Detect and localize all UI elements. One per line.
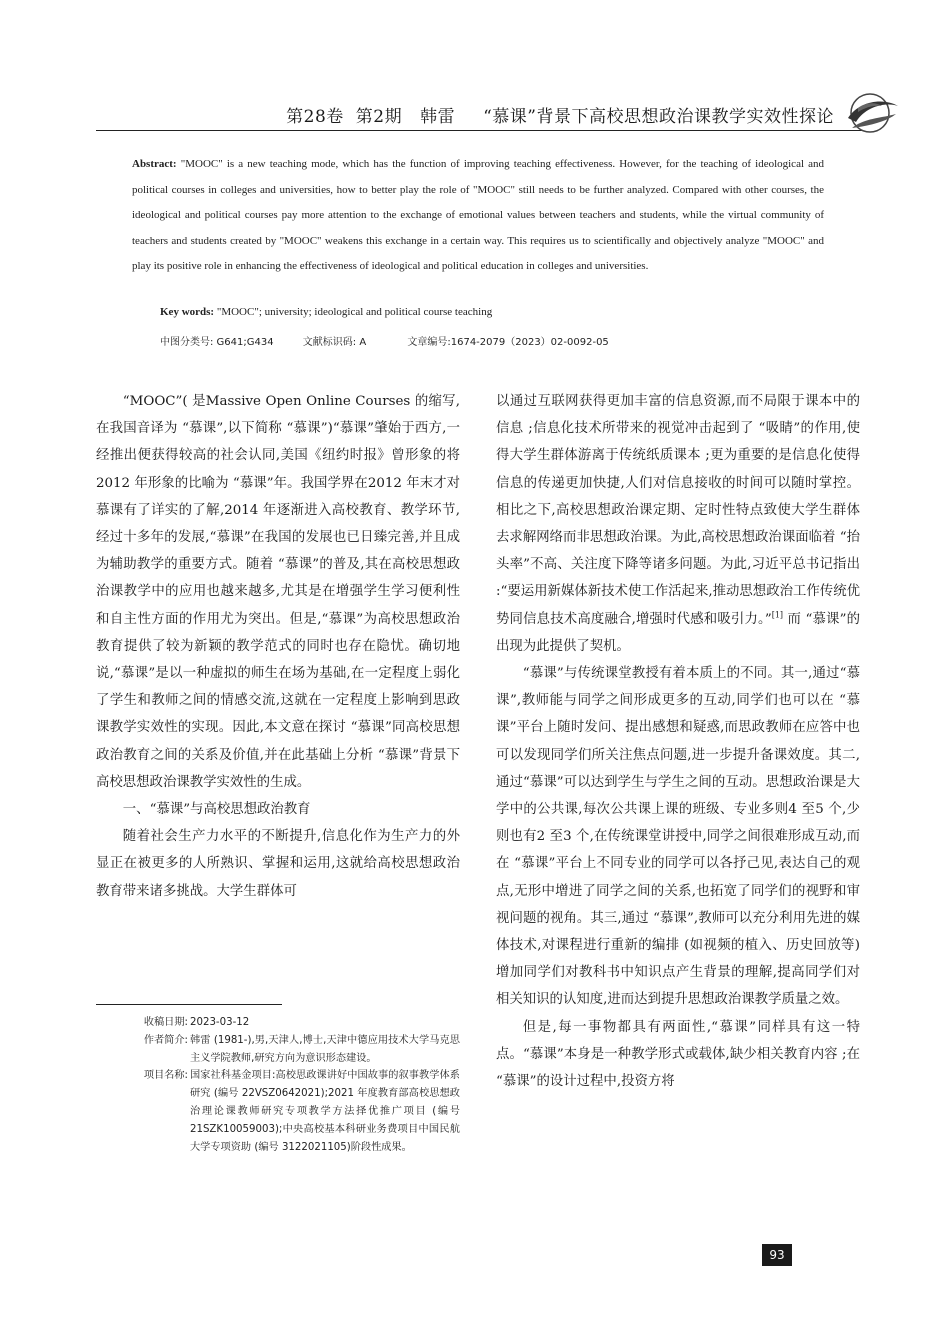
header-article-title: “慕课”背景下高校思想政治课教学实效性探论 bbox=[483, 107, 834, 127]
footnote-project bbox=[96, 1067, 460, 1156]
footnote-rule bbox=[96, 1004, 282, 1005]
intro-paragraph: “MOOC”( 是Massive Open Online Courses 的缩写,在我国音译为 “慕课”,以下简称 “慕课”)“慕课”肇始于西方,一经推出便获得较高的社会认同,美国《纽约时报》曾形象的将2012 年形象的比喻为 “慕课”年。我国学界在2012 年末才对慕课有了详实的了解,2014 年逐渐进入高校教育、教学环节,经过十多年的发展,“慕课”在我国的发展也已日臻完善,并且成为辅助教学的重要方式。随着 “慕课”的普及,其在高校思想政治课教学中的应用也越来越多,尤其是在增强学生学习便利性和自主性方面的作用尤为突出。但是,“慕课”为高校思想政治教育提供了较为新颖的教学范式的同时也存在隐忧。确切地说,“慕课”是以一种虚拟的师生在场为基础,在一定程度上弱化了学生和教师之间的情感交流,这就在一定程度上影响到思政课教学实效性的实现。因此,本文意在探讨 “慕课”同高校思想政治教育之间的关系及价值,并在此基础上分析 “慕课”背景下高校思想政治课教学实效性的生成。 bbox=[96, 394, 460, 790]
section1-paragraph: 随着社会生产力水平的不断提升,信息化作为生产力的外显正在被更多的人所熟识、掌握和运用,这就给高校思想政治教育带来诸多挑战。大学生群体可 bbox=[96, 829, 460, 899]
classification-line bbox=[160, 333, 820, 348]
author-bio: 韩雷 (1981-),男,天津人,博士,天津中德应用技术大学马克思主义学院教师,研究方向为意识形态建设。 bbox=[190, 1034, 460, 1064]
journal-volume: 第28卷 bbox=[286, 107, 344, 127]
body-left-column bbox=[96, 388, 460, 905]
journal-issue: 第2期 bbox=[355, 107, 403, 127]
header-author: 韩雷 bbox=[420, 107, 456, 127]
running-header-text bbox=[286, 102, 834, 127]
section-heading-1: 一、“慕课”与高校思想政治教育 bbox=[122, 802, 311, 818]
body-right-column bbox=[496, 388, 860, 1095]
footnotes bbox=[96, 1014, 460, 1156]
continued-text-end: 而 “慕课”的出现为此提供了契机。 bbox=[496, 611, 860, 654]
keywords-label: Key words: bbox=[160, 306, 215, 318]
citation-ref-1[interactable]: [1] bbox=[771, 610, 784, 620]
english-keywords bbox=[160, 306, 820, 318]
abstract-text: "MOOC" is a new teaching mode, which has the function of improving teaching effectiveness. However, for the teaching of ideological and political courses in colleges and universities, how to better play the role of "MOOC" still needs to be further analyzed. Compared with other courses, the ideological and political courses pay more attention to the exchange of emotional values between teachers and students, while the virtual community of teachers and students created by "MOOC" weakens this exchange in a certain way. This requires us to scientifically and objectively analyze "MOOC" and play its positive role in enhancing the effectiveness of ideological and political education in colleges and universities. bbox=[132, 158, 825, 272]
abstract-label: Abstract: bbox=[132, 158, 177, 170]
two-sides-paragraph: 但是,每一事物都具有两面性,“慕课”同样具有这一特点。“慕课”本身是一种教学形式或载体,缺少相关教育内容 ;在 “慕课”的设计过程中,投资方将 bbox=[496, 1019, 860, 1090]
english-abstract bbox=[132, 152, 824, 280]
continued-paragraph bbox=[496, 388, 860, 660]
journal-logo-icon bbox=[842, 88, 902, 138]
mooc-difference-paragraph: “慕课”与传统课堂教授有着本质上的不同。其一,通过“慕课”,教师能与同学之间形成更多的互动,同学们也可以在 “慕课”平台上随时发问、提出感想和疑惑,而思政教师在应答中也可以发现同学们所关注焦点问题,进一步提升备课效度。其二,通过“慕课”可以达到学生与学生之间的互动。思想政治课是大学中的公共课,每次公共课上课的班级、专业多则4 至5 个,少则也有2 至3 个,在传统课堂讲授中,同学之间很难形成互动,而在 “慕课”平台上不同专业的同学可以各抒己见,表达自己的观点,无形中增进了同学之间的关系,也拓宽了同学们的视野和审视问题的视角。其三,通过 “慕课”,教师可以充分利用先进的媒体技术,对课程进行重新的编排 (如视频的植入、历史回放等)增加同学们对教科书中知识点产生背景的理解,提高同学们对相关知识的认知度,进而达到提升思想政治课教学质量之效。 bbox=[496, 666, 860, 1008]
footnote-author bbox=[96, 1032, 460, 1068]
document-code: 文献标识码: A bbox=[302, 337, 367, 348]
article-number: 文章编号:1674-2079（2023）02-0092-05 bbox=[407, 337, 609, 348]
header-rule bbox=[96, 130, 862, 131]
clc-number: 中图分类号: G641;G434 bbox=[160, 337, 274, 348]
continued-text: 以通过互联网获得更加丰富的信息资源,而不局限于课本中的信息 ;信息化技术所带来的视觉冲击起到了 “吸睛”的作用,使得大学生群体游离于传统纸质课本 ;更为重要的是信息化使得信息的传递更加快捷,人们对信息接收的时间可以随时掌控。相比之下,高校思想政治课定期、定时性特点致使大学生群体去求解网络而非思想政治课。为此,高校思想政治课面临着 “抬头率”不高、关注度下降等诸多问题。为此,习近平总书记指出 :“要运用新媒体新技术使工作活起来,推动思想政治工作传统优势同信息技术高度融合,增强时代感和吸引力。” bbox=[496, 394, 860, 627]
received-label: 收稿日期: bbox=[143, 1017, 188, 1028]
author-label: 作者简介: bbox=[143, 1034, 188, 1046]
running-header bbox=[96, 88, 902, 136]
project-label: 项目名称: bbox=[143, 1070, 188, 1082]
footnote-received bbox=[96, 1014, 460, 1032]
received-date: 2023-03-12 bbox=[190, 1017, 250, 1028]
page-number: 93 bbox=[762, 1244, 792, 1266]
keywords-text: "MOOC"; university; ideological and political course teaching bbox=[216, 306, 493, 318]
project-info: 国家社科基金项目:高校思政课讲好中国故事的叙事教学体系研究 (编号 22VSZ0642021);2021 年度教育部高校思想政治理论课教师研究专项教学方法择优推广项目 (编号 21SZK10059003);中央高校基本科研业务费项目中国民航大学专项资助 (编号 3122021105)阶段性成果。 bbox=[190, 1070, 460, 1153]
